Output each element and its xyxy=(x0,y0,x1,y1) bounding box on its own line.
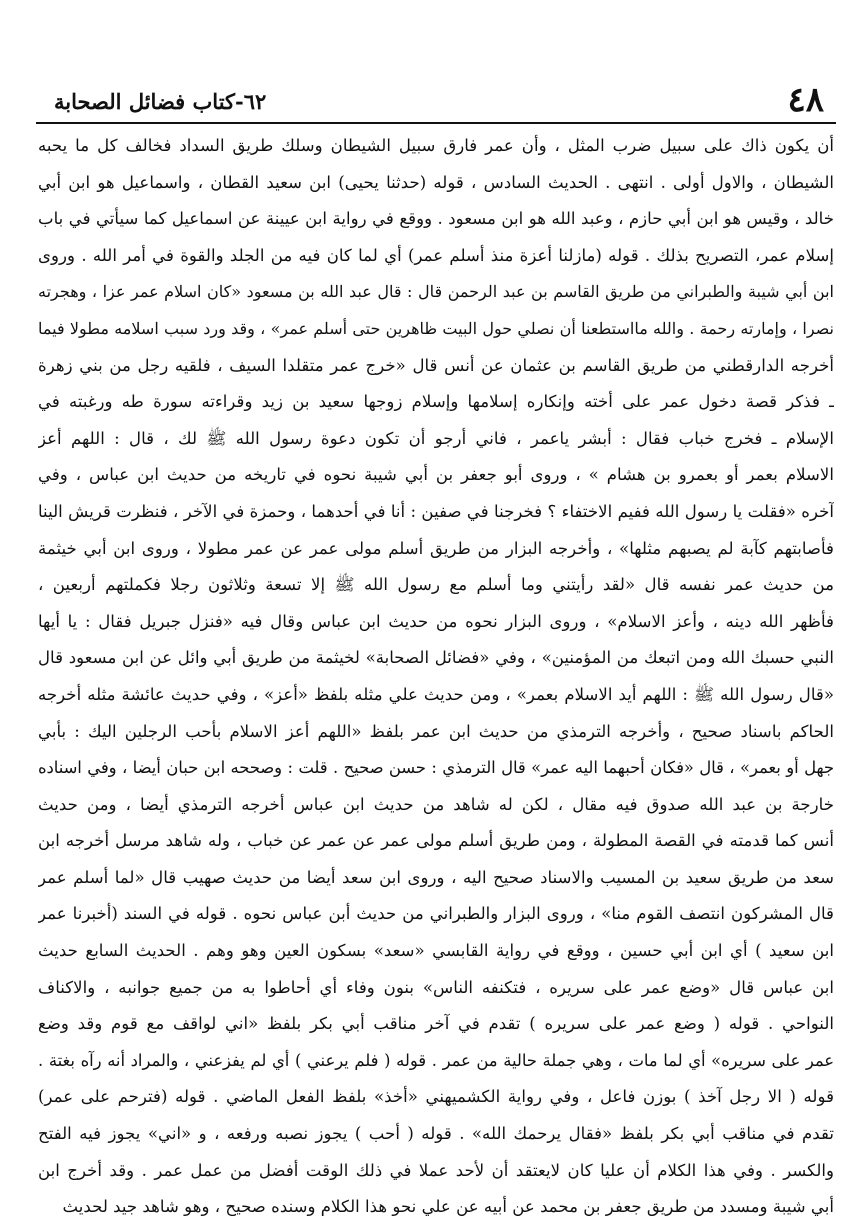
text-line: نصرا ، وإمارته رحمة . والله مااستطعنا أن نصلي حول البيت ظاهرين حتى أسلم عمر» ، وقد ورد سبب اسلامه مطولا فيما xyxy=(38,318,834,338)
text-line: أنس كما قدمته في القصة المطولة ، ومن طريق أسلم مولى عمر عن عمر عن خباب ، وله شاهد مرسل أخرجه ابن xyxy=(38,831,834,851)
page-header xyxy=(36,78,834,122)
text-line: جهل أو بعمر» ، قال «فكان أحبهما اليه عمر» قال الترمذي : حسن صحيح . قلت : وصححه ابن حبان أيضا ، وفي اسناده xyxy=(38,758,834,778)
text-line: قال المشركون انتصف القوم منا» ، وروى البزار والطبراني من حديث أبن عباس نحوه . قوله في السند (أخبرنا عمر xyxy=(38,904,834,924)
text-line: ـ فذكر قصة دخول عمر على أخته وإنكاره إسلامها وإسلام زوجها سعيد بن زيد وقراءته سورة طه ورغبته في xyxy=(38,392,834,412)
text-line: ابن أبي شيبة والطبراني من طريق القاسم بن عبد الرحمن قال : قال عبد الله بن مسعود «كان اسلام عمر عزا ، وهجرته xyxy=(38,282,834,302)
text-line: من حديث عمر نفسه قال «لقد رأيتني وما أسلم مع رسول الله ﷺ إلا تسعة وثلاثون رجلا فكملتهم أربعين ، xyxy=(38,575,834,595)
text-line: أن يكون ذاك على سبيل ضرب المثل ، وأن عمر فارق سبيل الشيطان وسلك طريق السداد فخالف كل ما يحبه xyxy=(38,136,834,155)
text-line: خالد ، وقيس هو ابن أبي حازم ، وعبد الله هو ابن مسعود . ووقع في رواية ابن عيينة عن اسماعيل كما سيأتي في باب xyxy=(38,209,834,229)
text-line: ابن سعيد ) أي ابن أبي حسين ، ووقع في رواية القابسي «سعد» بسكون العين وهو وهم . الحديث السابع حديث xyxy=(38,941,834,961)
text-line: الاسلام بعمر أو بعمرو بن هشام » ، وروى أبو جعفر بن أبي شيبة نحوه في تاريخه من حديث ابن عباس ، وفي xyxy=(38,465,834,485)
text-line: الإسلام ـ فخرج خباب فقال : أبشر ياعمر ، فاني أرجو أن تكون دعوة رسول الله ﷺ لك ، قال : اللهم أعز xyxy=(38,428,834,448)
text-line: قوله ( الا رجل آخذ ) بوزن فاعل ، وفي رواية الكشميهني «أخذ» بلفظ الفعل الماضي . قوله (فترحم على عمر) xyxy=(38,1087,834,1107)
text-line: أبي شيبة ومسدد من طريق جعفر بن محمد عن أبيه عن علي نحو هذا الكلام وسنده صحيح ، وهو شاهد جيد لحديث xyxy=(62,1197,834,1217)
text-line: عمر على سريره» أي لما مات ، وهي جملة حالية من عمر . قوله ( فلم يرعني ) أي لم يفزعني ، والمراد أنه رآه بغتة . xyxy=(38,1050,834,1070)
body-text xyxy=(38,128,834,1226)
text-line: ابن عباس قال «وضع عمر على سريره ، فتكنفه الناس» بنون وفاء أي أحاطوا به من جميع جوانبه ، والاكناف xyxy=(38,977,834,997)
text-line: «قال رسول الله ﷺ : اللهم أيد الاسلام بعمر» ، ومن حديث علي مثله بلفظ «أعز» ، وفي حديث عائشة مثله أخرجه xyxy=(38,684,834,704)
text-line: النبي حسبك الله ومن اتبعك من المؤمنين» ، وفي «فضائل الصحابة» لخيثمة من طريق أبي وائل عن ابن مسعود قال xyxy=(38,648,834,668)
running-title: ٦٢-كتاب فضائل الصحابة xyxy=(54,89,267,114)
text-line: خارجة بن عبد الله صدوق فيه مقال ، لكن له شاهد من حديث ابن عباس أخرجه الترمذي أيضا ، ومن حديث xyxy=(38,794,834,814)
text-line: الحاكم باسناد صحيح ، وأخرجه الترمذي من حديث ابن عمر بلفظ «اللهم أعز الاسلام بأحب الرجلين اليك : بأبي xyxy=(38,721,834,741)
text-line: والكسر . وفي هذا الكلام أن عليا كان لايعتقد أن لأحد عملا في ذلك الوقت أفضل من عمل عمر . وقد أخرج ابن xyxy=(38,1160,834,1180)
text-line: الشيطان ، والاول أولى . انتهى . الحديث السادس ، قوله (حدثنا يحيى) ابن سعيد القطان ، واسماعيل هو ابن أبي xyxy=(38,172,834,192)
text-line: فأصابتهم كآبة لم يصبهم مثلها» ، وأخرجه البزار من طريق أسلم مولى عمر عن عمر مطولا ، وروى ابن أبي خيثمة xyxy=(38,538,834,558)
header-rule xyxy=(36,122,836,124)
text-line: تقدم في مناقب أبي بكر بلفظ «فقال يرحمك الله» . قوله ( أحب ) يجوز نصبه ورفعه ، و «اني» يجوز فيه الفتح xyxy=(38,1124,834,1144)
text-line: فأظهر الله دينه ، وأعز الاسلام» ، وروى البزار نحوه من حديث ابن عباس وقال فيه «فنزل جبريل فقال : يا أيها xyxy=(38,611,834,631)
text-line: إسلام عمر، التصريح بذلك . قوله (مازلنا أعزة منذ أسلم عمر) أي لما كان فيه من الجلد والقوة في أمر الله . وروى xyxy=(38,245,834,265)
page-number: ٤٨ xyxy=(787,80,824,120)
text-line: آخره «فقلت يا رسول الله ففيم الاختفاء ؟ فخرجنا في صفين : أنا في أحدهما ، وحمزة في الآخر ، فنظرت قريش الينا xyxy=(38,501,834,521)
text-line: سعد من طريق سعيد بن المسيب والاسناد صحيح اليه ، وروى ابن سعد أيضا من حديث صهيب قال «لما أسلم عمر xyxy=(38,867,834,887)
text-line: أخرجه الدارقطني من طريق القاسم بن عثمان عن أنس قال «خرج عمر متقلدا السيف ، فلقيه رجل من بني زهرة xyxy=(38,355,834,375)
text-line: النواحي . قوله ( وضع عمر على سريره ) تقدم في آخر مناقب أبي بكر بلفظ «اني لواقف مع قوم وقد وضع xyxy=(38,1014,834,1034)
